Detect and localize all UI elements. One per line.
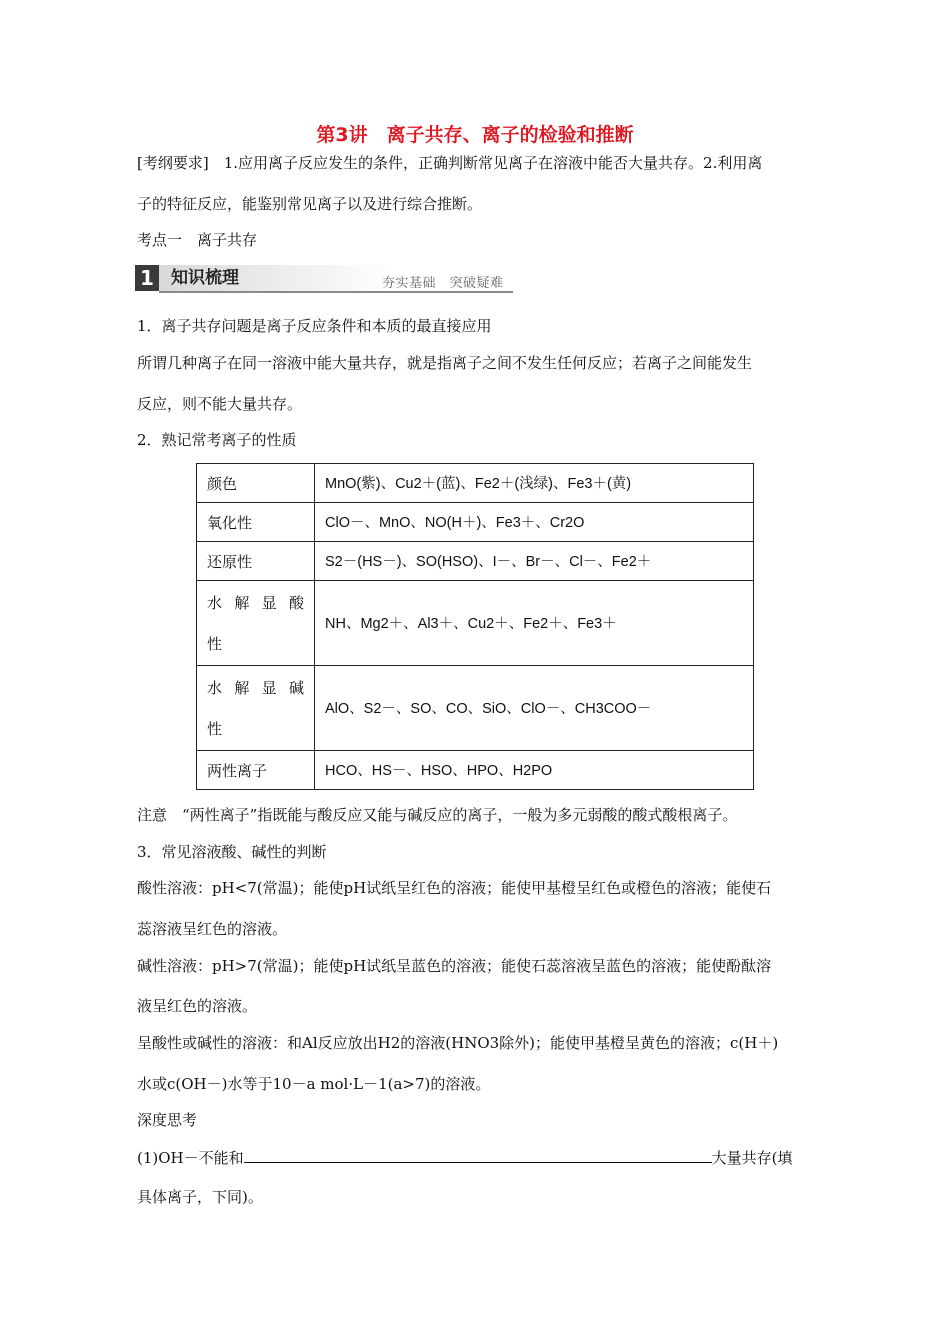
property-line-1: 水解显碱: [207, 679, 304, 697]
property-cell: 两性离子: [197, 751, 315, 790]
table-row: [197, 542, 754, 581]
table-row: [197, 503, 754, 542]
acid-or-base-line-1: 呈酸性或碱性的溶液：和Al反应放出H2的溶液(HNO3除外)；能使甲基橙呈黄色的溶液；c(H＋): [137, 1034, 779, 1052]
table-row: [197, 464, 754, 503]
banner-heading: 知识梳理: [159, 265, 395, 291]
ions-cell: S2－(HS－)、SO(HSO)、I－、Br－、Cl－、Fe2＋: [315, 542, 754, 581]
property-cell: 颜色: [197, 464, 315, 503]
ion-properties-table: [196, 463, 754, 790]
section-heading: 考点一 离子共存: [137, 231, 258, 249]
property-line-1: 水解显酸: [207, 594, 304, 612]
banner-subheading: 夯实基础 突破疑难: [382, 276, 504, 291]
ions-cell: MnO(紫)、Cu2＋(蓝)、Fe2＋(浅绿)、Fe3＋(黄): [315, 464, 754, 503]
point-1-line-2: 反应，则不能大量共存。: [137, 395, 303, 413]
property-cell: [197, 581, 315, 666]
property-cell: 氧化性: [197, 503, 315, 542]
ions-cell: HCO、HS－、HSO、HPO、H2PO: [315, 751, 754, 790]
acidic-solution-line-1: 酸性溶液：pH<7(常温)；能使pH试纸呈红色的溶液；能使甲基橙呈红色或橙色的溶液；能使石: [137, 879, 772, 897]
basic-solution-line-2: 液呈红色的溶液。: [137, 997, 258, 1015]
banner-rule: [159, 291, 513, 293]
table-row: [197, 666, 754, 751]
ions-cell: NH、Mg2＋、Al3＋、Cu2＋、Fe2＋、Fe3＋: [315, 581, 754, 666]
table-row: [197, 751, 754, 790]
basic-solution-line-1: 碱性溶液：pH>7(常温)；能使pH试纸呈蓝色的溶液；能使石蕊溶液呈蓝色的溶液；能使酚酞溶: [137, 957, 772, 975]
answer-blank[interactable]: [244, 1146, 712, 1163]
point-1-line-1: 所谓几种离子在同一溶液中能大量共存，就是指离子之间不发生任何反应；若离子之间能发生: [137, 354, 753, 372]
property-cell: [197, 666, 315, 751]
ions-cell: AlO、S2－、SO、CO、SiO、ClO－、CH3COO－: [315, 666, 754, 751]
table-row: [197, 581, 754, 666]
question-1-line-2: 具体离子，下同)。: [137, 1188, 263, 1206]
question-1-suffix: 大量共存(填: [711, 1149, 793, 1167]
knowledge-banner: [135, 263, 513, 293]
point-2-heading: 2．熟记常考离子的性质: [137, 431, 297, 449]
syllabus-requirements-line-2: 子的特征反应，能鉴别常见离子以及进行综合推断。: [137, 195, 483, 213]
point-1-heading: 1．离子共存问题是离子反应条件和本质的最直接应用: [137, 317, 492, 335]
deep-thinking-heading: 深度思考: [137, 1111, 198, 1129]
banner-number: 1: [135, 265, 159, 291]
acidic-solution-line-2: 蕊溶液呈红色的溶液。: [137, 920, 288, 938]
question-1-line-1: [137, 1146, 793, 1168]
property-line-2: 性: [207, 720, 223, 738]
note-text: 注意 “两性离子”指既能与酸反应又能与碱反应的离子，一般为多元弱酸的酸式酸根离子。: [137, 806, 738, 824]
acid-or-base-line-2: 水或c(OH－)水等于10－a mol·L－1(a>7)的溶液。: [137, 1075, 491, 1093]
property-cell: 还原性: [197, 542, 315, 581]
point-3-heading: 3．常见溶液酸、碱性的判断: [137, 843, 327, 861]
page-title: 第3讲 离子共存、离子的检验和推断: [316, 124, 634, 146]
syllabus-requirements-line-1: [考纲要求] 1.应用离子反应发生的条件，正确判断常见离子在溶液中能否大量共存。2.利用离: [137, 154, 763, 172]
question-1-prefix: (1)OH－不能和: [137, 1149, 244, 1167]
property-line-2: 性: [207, 635, 223, 653]
ions-cell: ClO－、MnO、NO(H＋)、Fe3＋、Cr2O: [315, 503, 754, 542]
